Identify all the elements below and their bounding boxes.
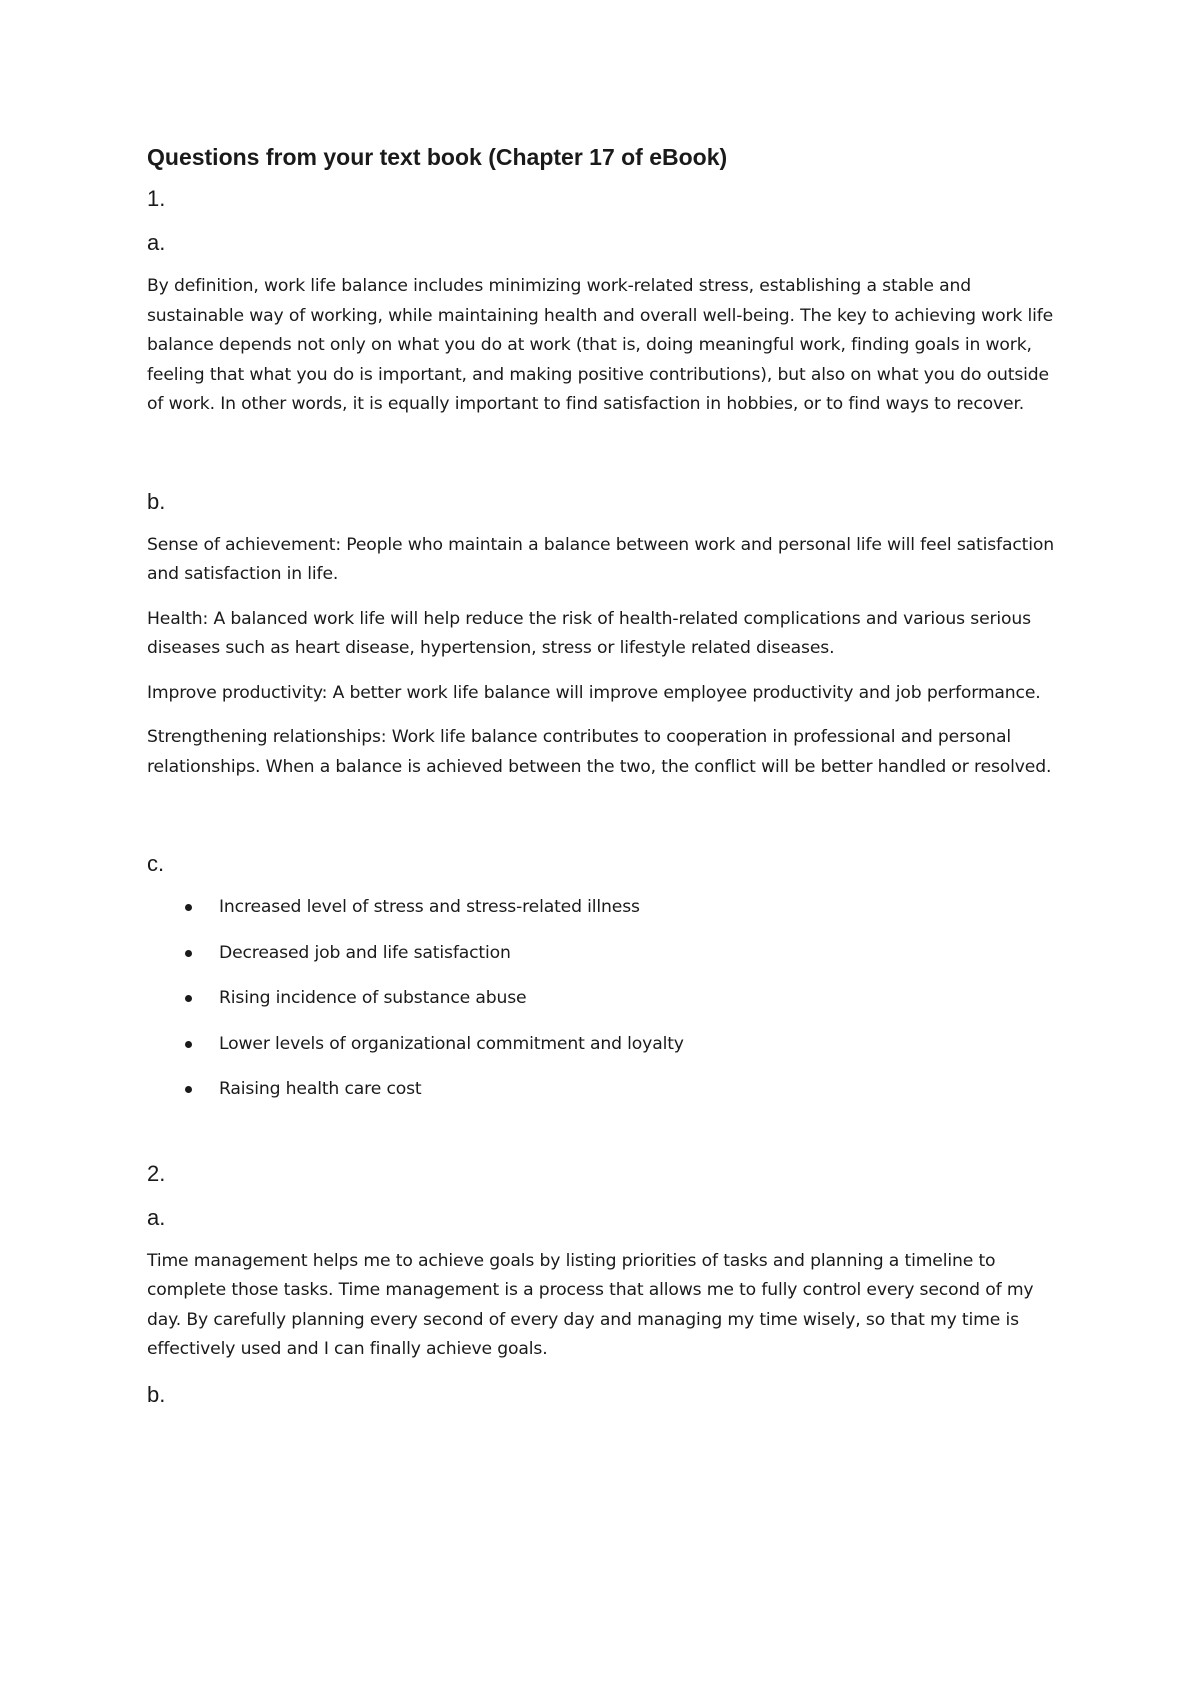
list-item — [147, 939, 1067, 969]
document-title: Questions from your text book (Chapter 17 of eBook) — [147, 144, 728, 170]
question-1-number: 1. — [147, 186, 166, 211]
spacer — [147, 797, 1067, 849]
bullet-icon — [185, 1041, 192, 1048]
question-2b-label: b. — [147, 1381, 166, 1407]
list-item — [147, 893, 1067, 923]
list-item-text: Lower levels of organizational commitment and loyalty — [219, 1033, 684, 1054]
question-1b-paragraph: Health: A balanced work life will help reduce the risk of health-related complications and various serious diseases such as heart disease, hypertension, stress or lifestyle related diseases. — [147, 608, 1031, 658]
question-1a-answer: By definition, work life balance includes minimizing work-related stress, establishing a stable and sustainable way of working, while maintaining health and overall well-being. The key to achieving work life balance depends not only on what you do at work (that is, doing meaningful work, finding goals in work, feeling that what you do is important, and making positive contributions), but also on what you do outside of work. In other words, it is equally important to find satisfaction in hobbies, or to find ways to recover. — [147, 276, 1054, 414]
question-2-number: 2. — [147, 1160, 166, 1186]
question-1b-paragraph: Sense of achievement: People who maintain a balance between work and personal life will feel satisfaction and satisfaction in life. — [147, 534, 1054, 584]
list-item — [147, 984, 1067, 1014]
bullet-icon — [185, 1086, 192, 1093]
document-content — [147, 142, 1067, 1424]
list-item-text: Decreased job and life satisfaction — [219, 942, 511, 963]
bullet-icon — [185, 904, 192, 911]
list-item — [147, 1030, 1067, 1060]
list-item-text: Rising incidence of substance abuse — [219, 988, 527, 1008]
list-item-text: Raising health care cost — [219, 1079, 422, 1099]
bullet-icon — [185, 995, 192, 1002]
question-1c-bullet-list — [147, 893, 1067, 1105]
question-2a-answer: Time management helps me to achieve goals by listing priorities of tasks and planning a timeline to complete those tasks. Time management is a process that allows me to fully control every second of my day. By carefully planning every second of every day and managing my time wisely, so that my time is effectively used and I can finally achieve goals. — [147, 1250, 1034, 1359]
spacer — [147, 1121, 1067, 1159]
question-1c-label: c. — [147, 851, 165, 876]
list-item — [147, 1075, 1067, 1105]
list-item-text: Increased level of stress and stress-related illness — [219, 897, 640, 917]
bullet-icon — [185, 950, 192, 957]
question-1b-paragraph: Strengthening relationships: Work life balance contributes to cooperation in professional and personal relationships. When a balance is achieved between the two, the conflict will be better handled or resolved. — [147, 727, 1052, 777]
question-1b-label: b. — [147, 488, 166, 514]
spacer — [147, 435, 1067, 487]
question-1b-paragraph: Improve productivity: A better work life balance will improve employee productivity and job performance. — [147, 682, 1041, 703]
question-2a-label: a. — [147, 1204, 166, 1230]
question-1a-label: a. — [147, 230, 166, 255]
